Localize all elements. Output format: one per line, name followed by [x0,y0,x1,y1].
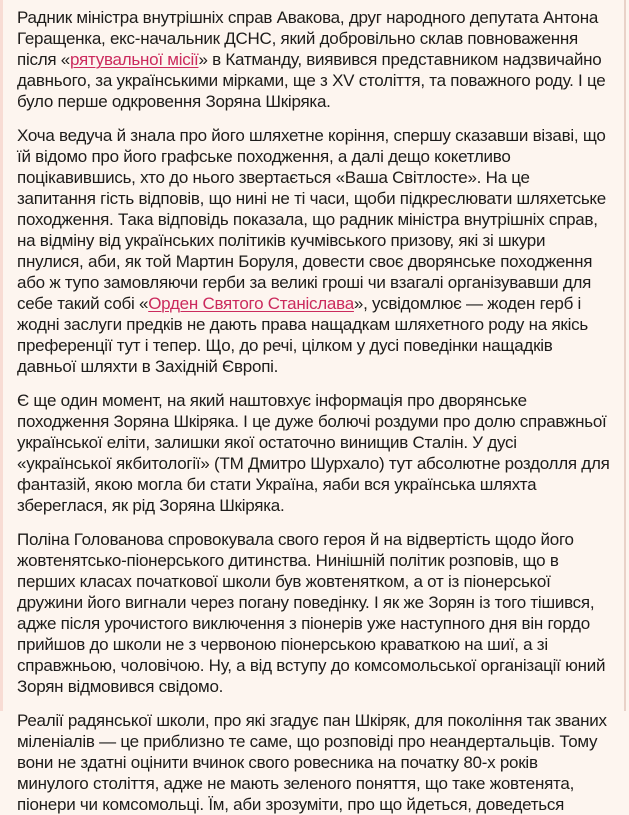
article-paragraph [17,710,610,815]
paragraph-text: » в Катманду, виявився представником надзвичайно давнього, за українськими мірками, ще з XV століття, та поважного роду. І це було перше одкровення Зоряна Шкіряка. [17,50,606,111]
paragraph-text: Є ще один момент, на який наштовхує інформація про дворянське походження Зоряна Шкіряка. І це дуже болючі роздуми про долю справжньої української еліти, залишки якої остаточно винищив Сталін. У дусі «української якбитології» (ТМ Дмитро Шурхало) тут абсолютне роздолля для фантазій, якою могла би стати Україна, яаби вся українська шляхта збереглася, як рід Зоряна Шкіряка. [17,391,610,515]
paragraph-text: Радник міністра внутрішніх справ Авакова, друг народного депутата Антона Геращенка, екс-начальник ДСНС, який добровільно склав повноваження після « [17,8,599,69]
article-paragraph [17,7,610,112]
paragraph-text: », усвідомлює — жоден герб і жодні заслуги предків не дають права нащадкам шляхетного роду на якісь преференції тут і тепер. Що, до речі, цілком у дусі поведінки нащадків давньої шляхти в Західній Європі. [17,294,588,376]
inline-link[interactable]: рятувальної місії [70,50,199,69]
article-paragraph [17,125,610,377]
article-content [3,0,624,814]
article-paragraph [17,390,610,516]
paragraph-text: Реалії радянської школи, про які згадує пан Шкіряк, для покоління так званих міленіалів — це приблизно те саме, що розповіді про неандертальців. Тому вони не здатні оцінити вчинок свого ровесника на початку 80-х років минулого століття, адже не мають зеленого поняття, що таке жовтенята, піонери чи комсомольці. Їм, аби зрозуміти, про що йдеться, доведеться [17,711,607,814]
paragraph-text: Хоча ведуча й знала про його шляхетне коріння, спершу сказавши візаві, що їй відомо про його графське походження, а далі дещо кокетливо поцікавившись, хто до нього звертається «Ваша Світлосте». На це запитання гість відповів, що нині не ті часи, щоби підкреслювати шляхетське походження. Така відповідь показала, що радник міністра внутрішніх справ, на відміну від українських політиків кучмівського призову, які зі шкури пнулися, аби, як той Мартин Боруля, довести своє дворянське походження або ж тупо замовляючи герби за великі гроші чи взагалі організувавши для себе такий собі « [17,126,606,313]
paragraph-text: Поліна Голованова спровокувала свого героя й на відвертість щодо його жовтенятсько-піонерського дитинства. Нинішній політик розповів, що в перших класах початкової школи був жовтенятком, а от із піонерської дружини його вигнали через погану поведінку. І як же Зорян із того тішився, адже після урочистого виключення з піонерів уже наступного дня він гордо прийшов до школи не з червоною піонерською краваткою на шиї, а зі справжньою, чоловічою. Ну, а від вступу до комсомольської організації юний Зорян відмовився свідомо. [17,530,606,696]
inline-link[interactable]: Орден Святого Станіслава [148,294,354,313]
page-right-border [624,0,626,711]
article-paragraph [17,529,610,697]
